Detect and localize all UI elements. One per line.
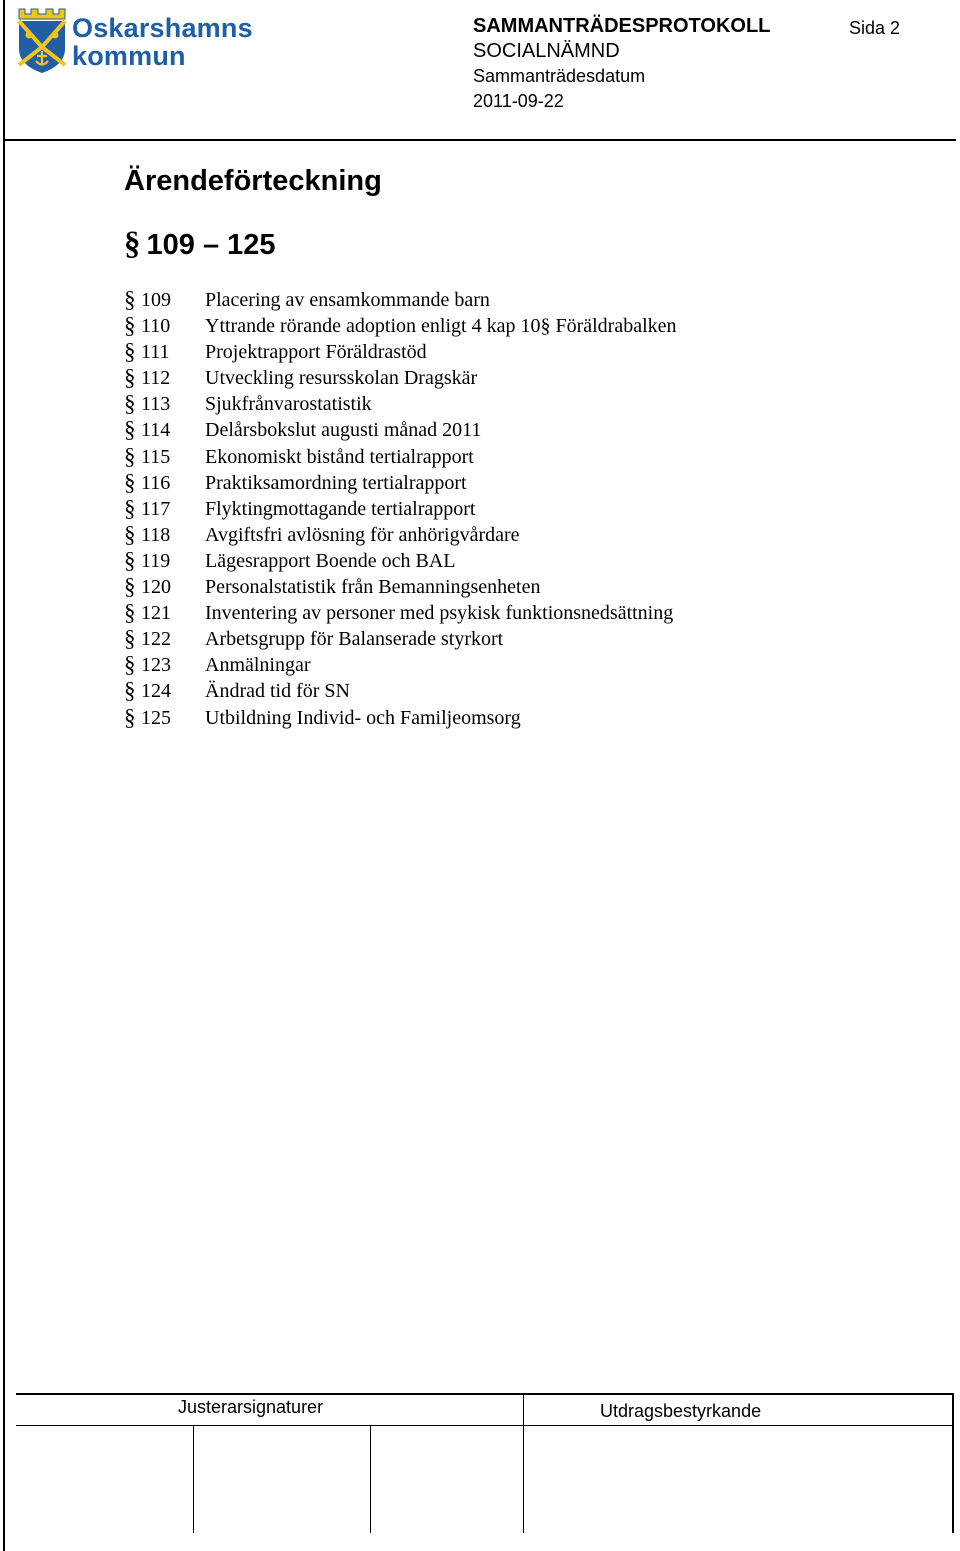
item-title: Flyktingmottagande tertialrapport: [205, 497, 476, 520]
municipality-logo: [16, 5, 266, 75]
item-number: 114: [141, 419, 171, 442]
item-title: Arbetsgrupp för Balanserade styrkort: [205, 628, 504, 651]
signatures-label: Justerarsignaturer: [178, 1397, 324, 1417]
item-number: 124: [141, 680, 171, 703]
paragraph-sign: §: [124, 600, 136, 626]
item-number: 110: [141, 315, 171, 338]
item-title: Sjukfrånvarostatistik: [205, 393, 372, 416]
item-number: 120: [141, 576, 171, 599]
item-title: Projektrapport Föräldrastöd: [205, 341, 427, 364]
item-number: 115: [141, 445, 171, 468]
item-number: 118: [141, 523, 171, 546]
paragraph-sign: §: [124, 313, 136, 339]
paragraph-sign: §: [124, 574, 136, 600]
item-title: Delårsbokslut augusti månad 2011: [205, 419, 482, 442]
item-title: Utveckling resursskolan Dragskär: [205, 367, 478, 390]
signature-footer: [16, 1393, 954, 1533]
committee-name: SOCIALNÄMND: [473, 40, 620, 62]
meeting-date: 2011-09-22: [473, 91, 564, 111]
page-number: Sida 2: [849, 18, 901, 38]
item-title: Utbildning Individ- och Familjeomsorg: [205, 706, 521, 729]
paragraph-sign: §: [124, 339, 136, 365]
item-number: 125: [141, 706, 171, 729]
signature-box-divider: [370, 1425, 371, 1533]
footer-section-divider: [523, 1393, 524, 1533]
item-title: Personalstatistik från Bemanningsenheten: [205, 576, 541, 599]
paragraph-sign: §: [124, 547, 136, 573]
item-number: 113: [141, 393, 171, 416]
paragraph-sign: §: [124, 226, 141, 262]
item-number: 111: [141, 341, 170, 364]
paragraph-sign: §: [124, 417, 136, 443]
item-title: Anmälningar: [205, 654, 311, 677]
paragraph-sign: §: [124, 652, 136, 678]
signature-box-divider: [193, 1425, 194, 1533]
paragraph-sign: §: [124, 678, 136, 704]
item-number: 117: [141, 497, 171, 520]
footer-middle-rule: [16, 1425, 954, 1426]
left-margin-rule: [3, 0, 5, 1551]
item-number: 123: [141, 654, 171, 677]
logo-wordmark-line2: kommun: [72, 41, 186, 71]
item-title: Ekonomiskt bistånd tertialrapport: [205, 445, 474, 468]
item-title: Lägesrapport Boende och BAL: [205, 549, 456, 572]
footer-right-rule: [952, 1393, 954, 1533]
section-range-text: 109 – 125: [146, 229, 276, 261]
paragraph-sign: §: [124, 443, 136, 469]
paragraph-sign: §: [124, 495, 136, 521]
certified-copy-label: Utdragsbestyrkande: [600, 1401, 762, 1421]
page-title: Ärendeförteckning: [124, 165, 382, 197]
item-number: 122: [141, 628, 171, 651]
item-title: Praktiksamordning tertialrapport: [205, 471, 467, 494]
item-number: 109: [141, 289, 171, 311]
document-type: SAMMANTRÄDESPROTOKOLL: [473, 15, 771, 37]
logo-wordmark-line1: Oskarshamns: [72, 13, 253, 43]
item-number: 112: [141, 367, 171, 390]
item-title: Ändrad tid för SN: [205, 680, 350, 703]
paragraph-sign: §: [124, 365, 136, 391]
coat-of-arms-icon: [16, 5, 68, 75]
item-title: Avgiftsfri avlösning för anhörigvårdare: [205, 523, 520, 546]
footer-top-rule: [16, 1393, 954, 1395]
item-number: 121: [141, 602, 171, 625]
item-title: Yttrande rörande adoption enligt 4 kap 10§ Föräldrabalken: [205, 315, 677, 338]
item-title: Placering av ensamkommande barn: [205, 289, 490, 311]
header-divider: [5, 139, 956, 141]
paragraph-sign: §: [124, 391, 136, 417]
paragraph-sign: §: [124, 287, 136, 312]
section-range: [124, 226, 276, 263]
meeting-date-label: Sammanträdesdatum: [473, 66, 646, 86]
paragraph-sign: §: [124, 704, 136, 730]
paragraph-sign: §: [124, 469, 136, 495]
item-title: Inventering av personer med psykisk funktionsnedsättning: [205, 602, 674, 625]
item-number: 119: [141, 549, 171, 572]
paragraph-sign: §: [124, 626, 136, 652]
paragraph-sign: §: [124, 521, 136, 547]
item-number: 116: [141, 471, 171, 494]
